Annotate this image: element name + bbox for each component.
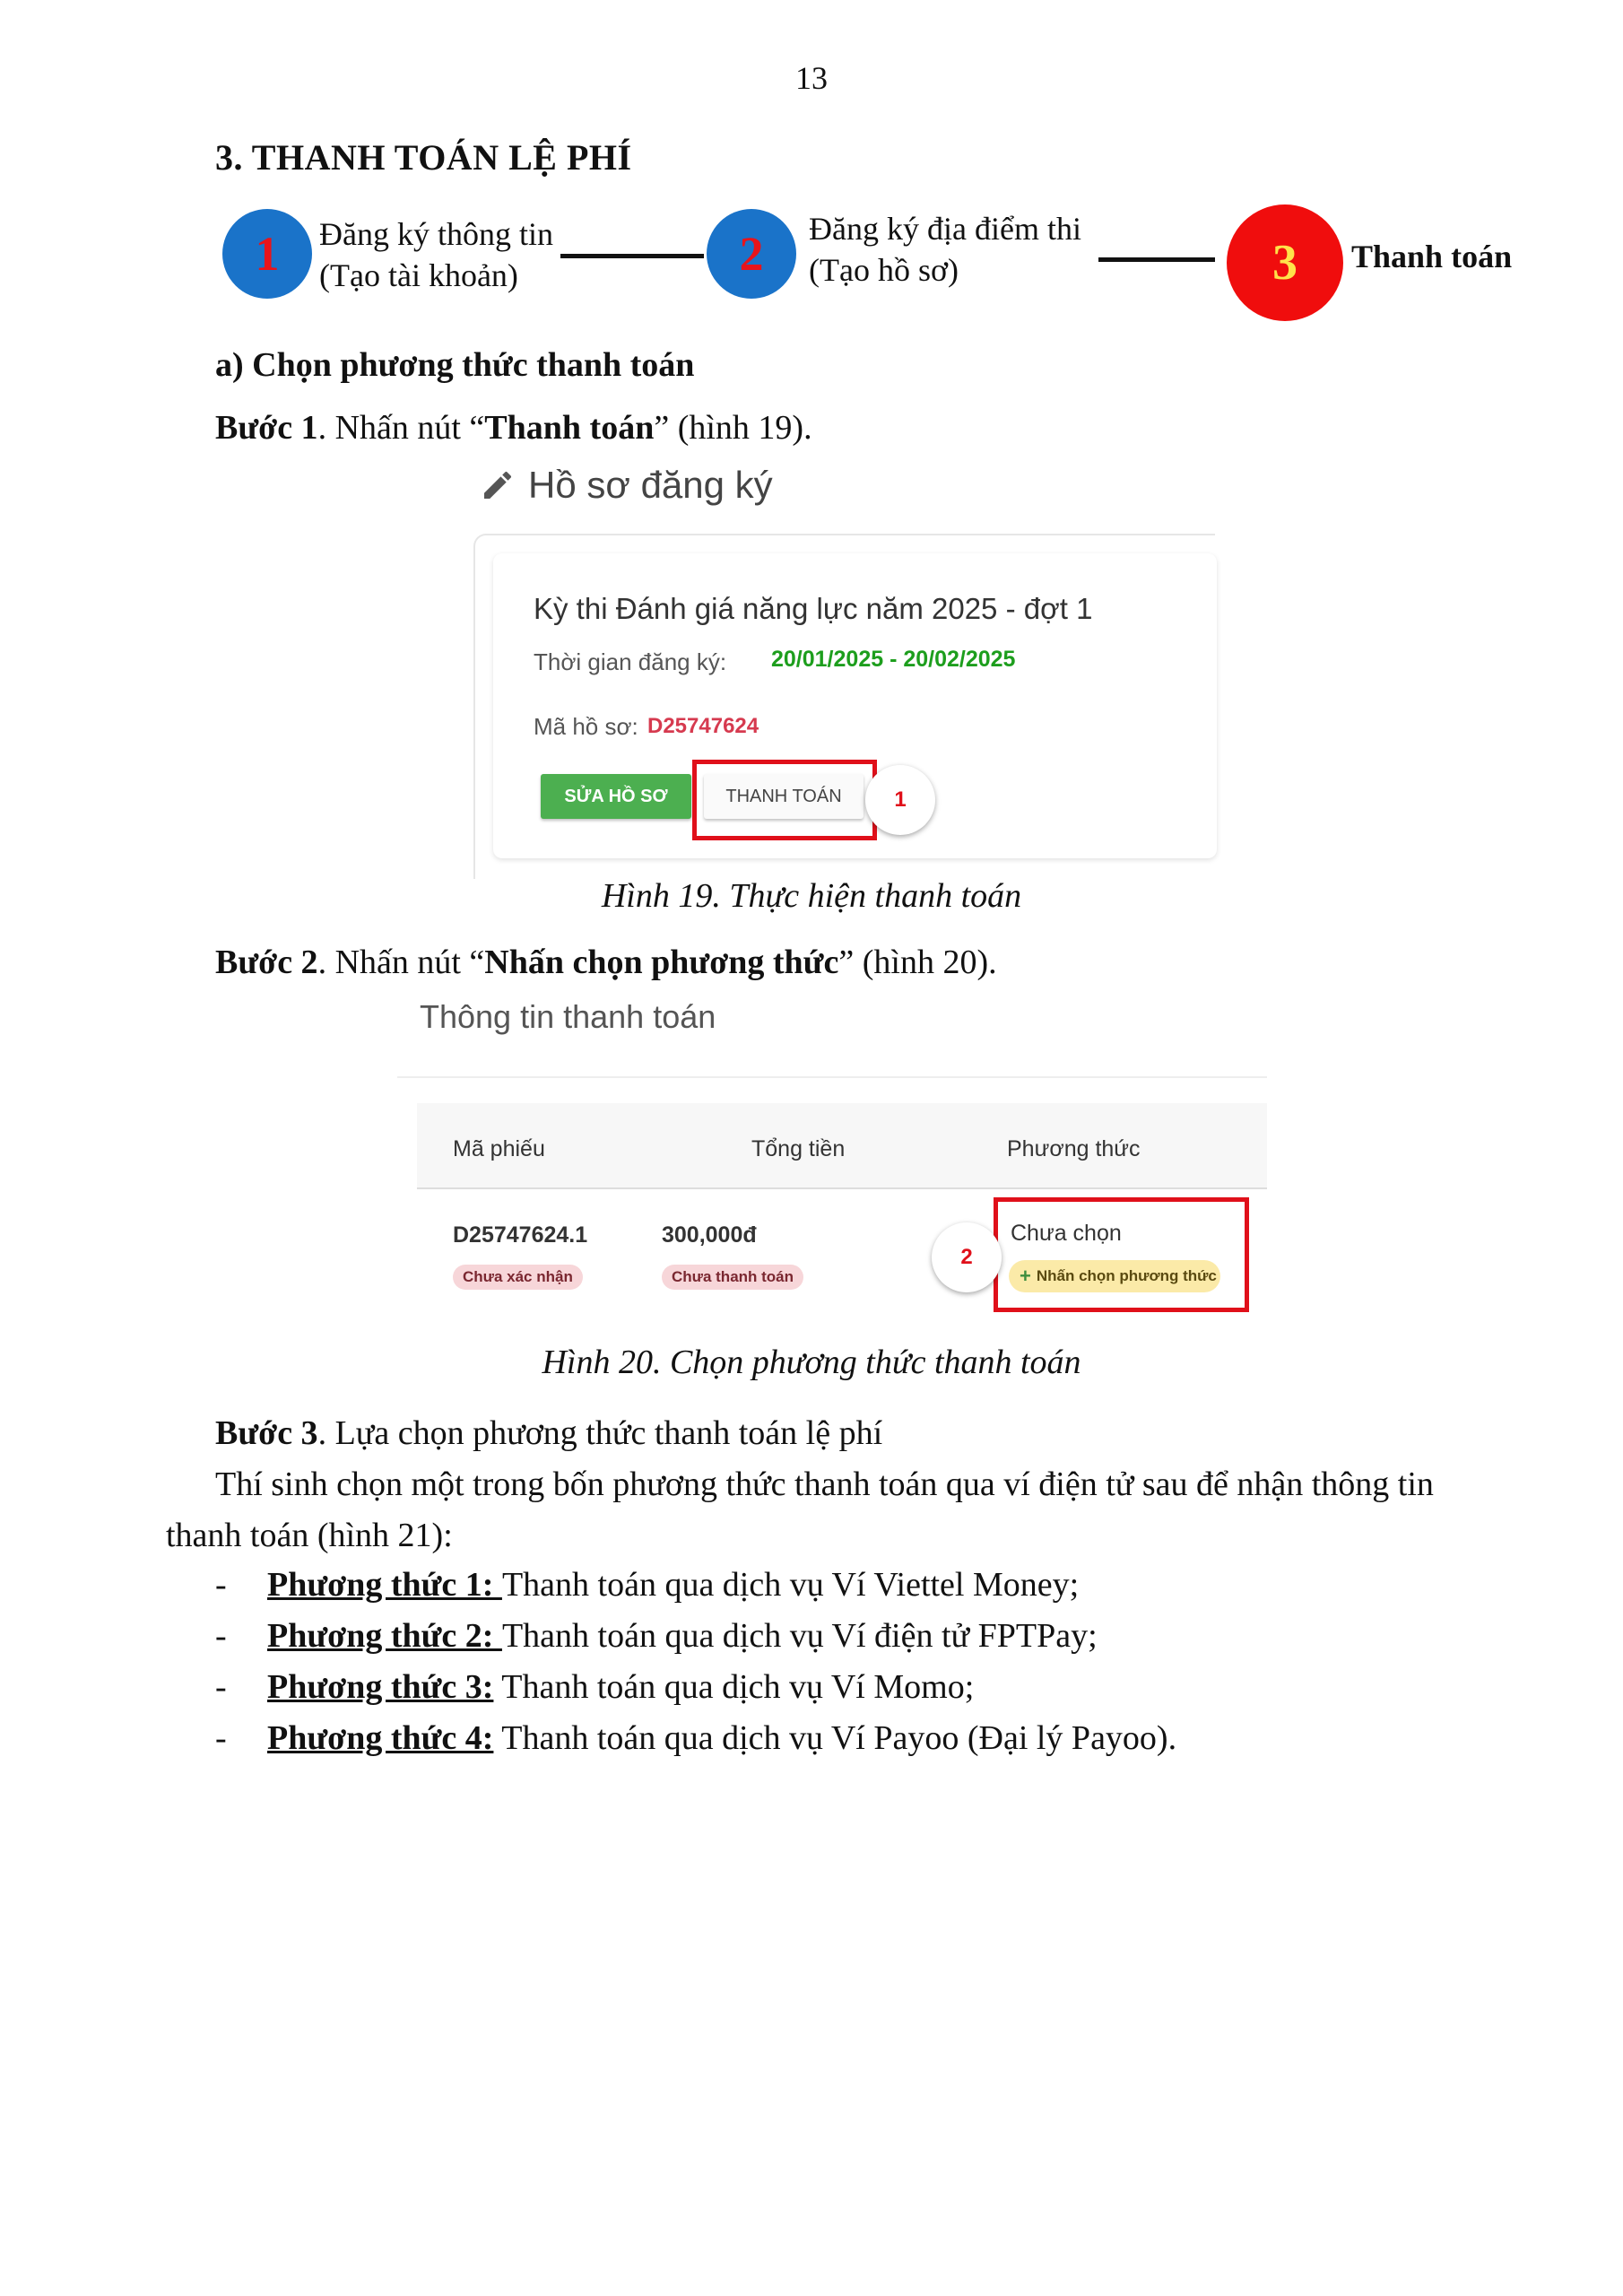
registration-panel-title (480, 464, 773, 507)
step-2-line1: Đăng ký địa điểm thi (809, 211, 1081, 247)
list-item-method-4 (267, 1718, 1176, 1758)
step-1-label (319, 213, 553, 296)
step-3-heading: Bước 3 (215, 1414, 318, 1452)
pencil-icon (480, 467, 516, 503)
step-1-number: 1 (255, 227, 280, 281)
method-4-text: Thanh toán qua dịch vụ Ví Payoo (Đại lý Payoo). (493, 1719, 1177, 1757)
step-2-line2: (Tạo hồ sơ) (809, 252, 959, 288)
registration-period-value: 20/01/2025 - 20/02/2025 (771, 647, 1016, 672)
step-2-circle (707, 209, 796, 299)
step-2-text-after: ” (hình 20). (838, 944, 997, 981)
list-bullet: - (215, 1668, 227, 1706)
figure-20-caption: Hình 20. Chọn phương thức thanh toán (542, 1344, 1081, 1381)
figure-19-screenshot (448, 453, 1215, 879)
step-2-paragraph (215, 940, 997, 985)
payment-amount: 300,000đ (662, 1222, 757, 1248)
payment-method-value: Chưa chọn (1011, 1221, 1122, 1246)
figure-20-screenshot (397, 982, 1267, 1332)
method-2-text: Thanh toán qua dịch vụ Ví điện tử FPTPay; (501, 1617, 1098, 1655)
step-1-line1: Đăng ký thông tin (319, 216, 553, 252)
intro-line-1: Thí sinh chọn một trong bốn phương thức thanh toán qua ví điện tử sau để nhận thông tin (215, 1465, 1434, 1503)
method-4-label: Phương thức 4: (267, 1719, 494, 1757)
step-2-label (809, 208, 1081, 291)
payment-info-header: Thông tin thanh toán (420, 998, 716, 1035)
step-3-paragraph (215, 1411, 882, 1456)
method-highlight (994, 1197, 1249, 1312)
list-bullet: - (215, 1617, 227, 1655)
step-1-button-name: Thanh toán (484, 409, 655, 447)
step-1-heading: Bước 1 (215, 409, 318, 447)
step-1-circle (222, 209, 312, 299)
list-bullet: - (215, 1719, 227, 1757)
page-number: 13 (795, 60, 828, 96)
plus-icon: + (1020, 1265, 1031, 1287)
method-3-label: Phương thức 3: (267, 1668, 494, 1706)
step-3-label: Thanh toán (1351, 239, 1513, 274)
choose-method-button[interactable] (1009, 1260, 1220, 1292)
registration-title-text: Hồ sơ đăng ký (528, 464, 773, 506)
step-1-paragraph (215, 405, 812, 450)
method-1-label: Phương thức 1: (267, 1566, 502, 1604)
method-1-text: Thanh toán qua dịch vụ Ví Viettel Money; (501, 1566, 1080, 1604)
step-2-button-name: Nhấn chọn phương thức (484, 944, 839, 981)
application-code-value: D25747624 (647, 714, 759, 738)
code-status-badge: Chưa xác nhận (453, 1265, 583, 1290)
column-header-method: Phương thức (1007, 1136, 1141, 1161)
pay-button[interactable]: THANH TOÁN (704, 774, 864, 819)
column-header-amount: Tổng tiền (751, 1136, 846, 1161)
list-item-method-2 (267, 1616, 1098, 1656)
list-item-method-3 (267, 1667, 974, 1707)
step-2-number: 2 (739, 227, 764, 281)
step-3-circle (1227, 204, 1343, 321)
step-connector-1 (560, 254, 704, 258)
payment-code: D25747624.1 (453, 1222, 588, 1248)
step-connector-2 (1098, 257, 1215, 262)
column-header-code: Mã phiếu (453, 1136, 545, 1161)
amount-status-badge: Chưa thanh toán (662, 1265, 803, 1290)
list-item-method-1 (267, 1565, 1079, 1605)
header-divider (397, 1076, 1267, 1078)
step-3-number: 3 (1272, 235, 1298, 291)
step-2-text-before: . Nhấn nút “ (317, 944, 485, 981)
edit-application-button[interactable]: SỬA HỒ SƠ (541, 774, 691, 819)
intro-line-2: thanh toán (hình 21): (166, 1517, 453, 1554)
step-3-text: . Lựa chọn phương thức thanh toán lệ phí (317, 1414, 883, 1452)
section-title: 3. THANH TOÁN LỆ PHÍ (215, 137, 632, 178)
step-2-heading: Bước 2 (215, 944, 318, 981)
application-code-label: Mã hồ sơ: (534, 713, 638, 740)
method-3-text: Thanh toán qua dịch vụ Ví Momo; (493, 1668, 975, 1706)
choose-method-label: Nhấn chọn phương thức (1036, 1267, 1217, 1284)
method-2-label: Phương thức 2: (267, 1617, 502, 1655)
list-bullet: - (215, 1566, 227, 1604)
registration-period-label: Thời gian đăng ký: (534, 648, 727, 675)
subsection-title: a) Chọn phương thức thanh toán (215, 346, 695, 384)
callout-1: 1 (865, 765, 935, 835)
callout-2: 2 (932, 1222, 1002, 1292)
step-1-line2: (Tạo tài khoản) (319, 257, 518, 293)
step-1-text-before: . Nhấn nút “ (317, 409, 485, 447)
exam-name: Kỳ thi Đánh giá năng lực năm 2025 - đợt 1 (534, 592, 1093, 625)
step-1-text-after: ” (hình 19). (654, 409, 812, 447)
figure-19-caption: Hình 19. Thực hiện thanh toán (601, 877, 1022, 915)
